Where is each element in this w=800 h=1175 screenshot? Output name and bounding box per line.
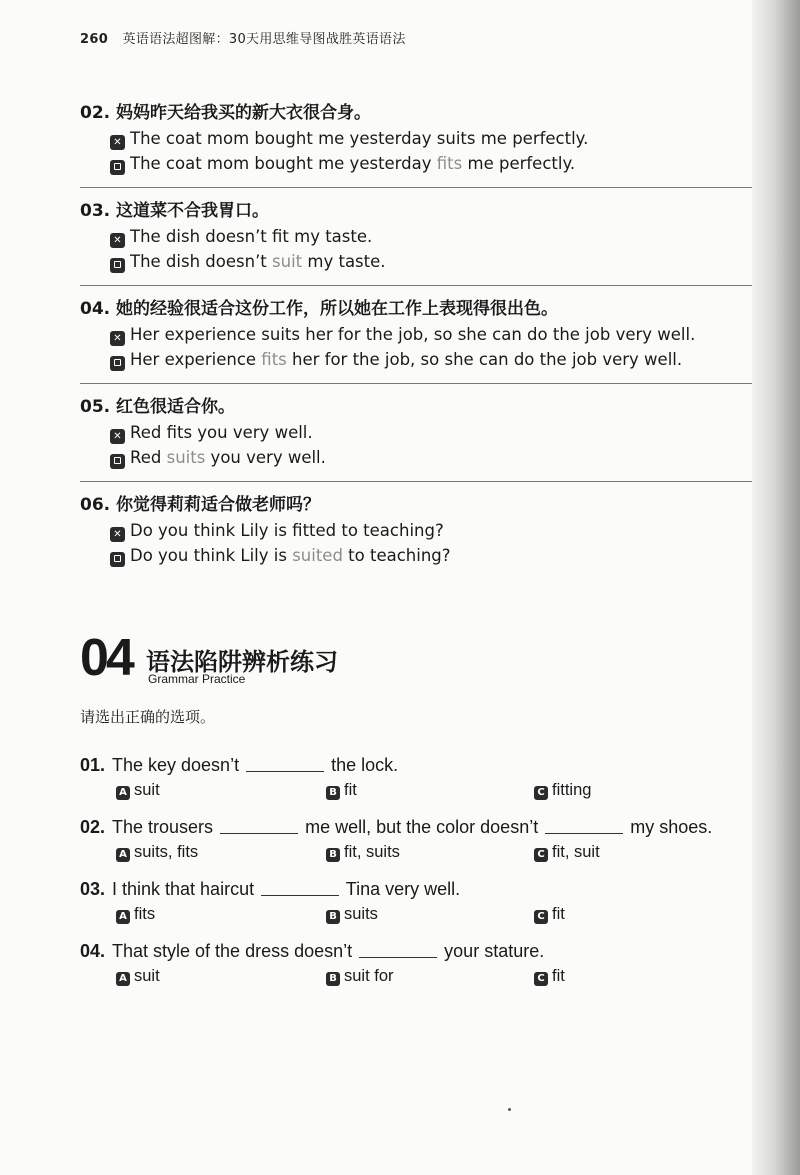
option-letter-icon: C: [534, 910, 548, 924]
divider-line: [80, 481, 752, 482]
option-row: [80, 964, 740, 988]
correct-sentence: [80, 151, 752, 176]
answer-blank: [359, 939, 437, 958]
wrong-sentence: [80, 420, 752, 445]
practice-question: [80, 752, 740, 778]
practice-question: [80, 938, 740, 964]
example-item: [80, 100, 752, 176]
example-number: 04.: [80, 299, 111, 319]
wrong-text: Red fits you very well.: [130, 423, 313, 442]
running-header: [80, 28, 406, 47]
practice-item: [80, 876, 740, 926]
correct-text-post: her for the job, so she can do the job very well.: [286, 350, 683, 369]
divider-line: [80, 285, 752, 286]
option-text: suit: [134, 967, 160, 985]
option-letter-icon: C: [534, 786, 548, 800]
wrong-text: Do you think Lily is fitted to teaching?: [130, 521, 444, 540]
question-text: my shoes.: [630, 817, 713, 837]
example-question: [80, 100, 752, 126]
correct-text-pre: Her experience: [130, 350, 262, 369]
wrong-mark-icon: ✕: [110, 527, 125, 542]
correct-text-post: me perfectly.: [462, 154, 576, 173]
speck-mark: [508, 1108, 511, 1111]
example-chinese: 你觉得莉莉适合做老师吗？: [116, 495, 321, 515]
question-text: your stature.: [444, 941, 545, 961]
option-letter-icon: A: [116, 848, 130, 862]
option-row: [80, 778, 740, 802]
option-text: fit, suits: [344, 843, 400, 861]
instruction-text: 请选出正确的选项。: [80, 708, 216, 726]
option-c[interactable]: [534, 902, 565, 926]
question-text: me well, but the color doesn’t: [305, 817, 539, 837]
correct-sentence: [80, 347, 752, 372]
correct-mark-icon: [110, 552, 125, 567]
option-text: fit: [552, 905, 565, 923]
option-b[interactable]: [326, 964, 534, 988]
example-number: 06.: [80, 495, 111, 515]
correct-text-pre: The coat mom bought me yesterday: [130, 154, 437, 173]
divider-line: [80, 187, 752, 188]
wrong-text: The dish doesn’t fit my taste.: [130, 227, 373, 246]
wrong-sentence: [80, 518, 752, 543]
example-chinese: 红色很适合你。: [116, 397, 236, 417]
section-subtitle: Grammar Practice: [148, 672, 246, 686]
correct-text-pre: Do you think Lily is: [130, 546, 293, 565]
answer-blank: [261, 877, 339, 896]
option-row: [80, 840, 740, 864]
correct-mark-icon: [110, 160, 125, 175]
example-question: [80, 296, 752, 322]
correct-sentence: [80, 445, 752, 470]
example-chinese: 她的经验很适合这份工作，所以她在工作上表现得很出色。: [116, 299, 559, 319]
example-item: [80, 394, 752, 470]
example-question: [80, 394, 752, 420]
practice-number: 01.: [80, 755, 106, 775]
option-letter-icon: A: [116, 910, 130, 924]
example-item: [80, 492, 752, 568]
option-letter-icon: B: [326, 848, 340, 862]
correct-mark-icon: [110, 454, 125, 469]
option-text: fitting: [552, 781, 592, 799]
option-b[interactable]: [326, 840, 534, 864]
correct-text-post: my taste.: [302, 252, 386, 271]
option-a[interactable]: [116, 840, 326, 864]
question-text: That style of the dress doesn’t: [112, 941, 353, 961]
correct-sentence: [80, 249, 752, 274]
wrong-text: Her experience suits her for the job, so she can do the job very well.: [130, 325, 696, 344]
practice-question: [80, 876, 740, 902]
practice-list: [80, 752, 740, 988]
highlight-word: suits: [166, 448, 206, 467]
page-binding-edge: [752, 0, 800, 1175]
page-number: 260: [80, 32, 109, 47]
section-number: 04: [80, 629, 132, 687]
divider-line: [80, 383, 752, 384]
wrong-sentence: [80, 224, 752, 249]
option-letter-icon: C: [534, 848, 548, 862]
wrong-sentence: [80, 322, 752, 347]
correct-text-pre: The dish doesn’t: [130, 252, 273, 271]
practice-item: [80, 814, 740, 864]
correct-sentence: [80, 543, 752, 568]
option-letter-icon: B: [326, 786, 340, 800]
book-title: 英语语法超图解：30天用思维导图战胜英语语法: [122, 32, 406, 47]
option-b[interactable]: [326, 902, 534, 926]
highlight-word: fits: [261, 350, 287, 369]
practice-number: 04.: [80, 941, 106, 961]
option-text: suits, fits: [134, 843, 199, 861]
question-text: the lock.: [331, 755, 399, 775]
option-text: fit, suit: [552, 843, 600, 861]
practice-item: [80, 938, 740, 988]
practice-question: [80, 814, 740, 840]
example-number: 05.: [80, 397, 111, 417]
option-c[interactable]: [534, 964, 565, 988]
correct-text-post: to teaching?: [342, 546, 451, 565]
correct-mark-icon: [110, 258, 125, 273]
answer-blank: [246, 753, 324, 772]
option-text: fit: [344, 781, 357, 799]
answer-blank: [545, 815, 623, 834]
option-a[interactable]: [116, 964, 326, 988]
wrong-mark-icon: ✕: [110, 429, 125, 444]
option-text: suit for: [344, 967, 394, 985]
question-text: The trousers: [112, 817, 214, 837]
correct-text-pre: Red: [130, 448, 167, 467]
wrong-sentence: [80, 126, 752, 151]
option-c[interactable]: [534, 778, 591, 802]
option-letter-icon: C: [534, 972, 548, 986]
wrong-mark-icon: ✕: [110, 233, 125, 248]
highlight-word: suit: [272, 252, 303, 271]
question-text: The key doesn’t: [112, 755, 240, 775]
highlight-word: suited: [292, 546, 343, 565]
section-title: 语法陷阱辨析练习: [146, 648, 338, 676]
example-number: 03.: [80, 201, 111, 221]
option-letter-icon: A: [116, 972, 130, 986]
practice-number: 03.: [80, 879, 106, 899]
wrong-text: The coat mom bought me yesterday suits me perfectly.: [130, 129, 589, 148]
example-question: [80, 198, 752, 224]
example-chinese: 这道菜不合我胃口。: [116, 201, 270, 221]
question-text: I think that haircut: [112, 879, 255, 899]
wrong-mark-icon: ✕: [110, 331, 125, 346]
option-text: fit: [552, 967, 565, 985]
correct-mark-icon: [110, 356, 125, 371]
example-chinese: 妈妈昨天给我买的新大衣很合身。: [116, 103, 372, 123]
option-b[interactable]: [326, 778, 534, 802]
option-letter-icon: B: [326, 972, 340, 986]
question-text: Tina very well.: [345, 879, 461, 899]
option-text: suit: [134, 781, 160, 799]
option-row: [80, 902, 740, 926]
example-list: [80, 100, 752, 568]
example-number: 02.: [80, 103, 111, 123]
correct-text-post: you very well.: [205, 448, 326, 467]
example-question: [80, 492, 752, 518]
option-letter-icon: A: [116, 786, 130, 800]
option-c[interactable]: [534, 840, 600, 864]
example-item: [80, 296, 752, 372]
example-item: [80, 198, 752, 274]
option-text: suits: [344, 905, 378, 923]
highlight-word: fits: [436, 154, 463, 173]
option-text: fits: [134, 905, 156, 923]
option-a[interactable]: [116, 778, 326, 802]
option-letter-icon: B: [326, 910, 340, 924]
practice-number: 02.: [80, 817, 106, 837]
wrong-mark-icon: ✕: [110, 135, 125, 150]
answer-blank: [220, 815, 298, 834]
practice-item: [80, 752, 740, 802]
option-a[interactable]: [116, 902, 326, 926]
